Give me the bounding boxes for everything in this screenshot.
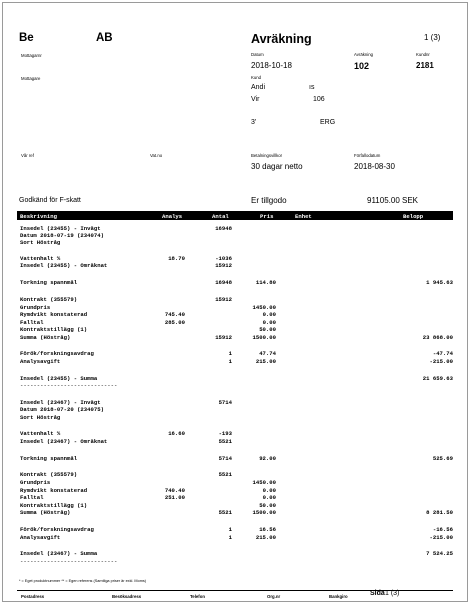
cell-pris: 1450.00 bbox=[252, 479, 276, 486]
table-row bbox=[0, 296, 466, 304]
cell-belopp: -215.00 bbox=[429, 358, 453, 365]
table-row bbox=[0, 534, 466, 542]
col-pris: Pris bbox=[260, 212, 274, 220]
mottagarnr-label: Mottagarnr bbox=[21, 53, 42, 58]
cell-beskrivning: Datum 2018-07-19 (234074) bbox=[20, 232, 104, 239]
cell-pris: 1500.00 bbox=[252, 509, 276, 516]
cell-beskrivning: Insedel (23467) - Invägt bbox=[20, 399, 101, 406]
footer-besoksadress: Besöksadress bbox=[112, 594, 142, 599]
footer-sida-value: 1 (3) bbox=[385, 590, 400, 597]
col-analys: Analys bbox=[162, 212, 183, 220]
cell-pris: 0.00 bbox=[262, 319, 276, 326]
cell-antal: 1 bbox=[228, 350, 232, 357]
cell-beskrivning: Torkning spannmål bbox=[20, 455, 78, 462]
cell-beskrivning: Rymdvikt konstaterad bbox=[20, 311, 88, 318]
cell-antal: -193 bbox=[218, 430, 232, 437]
table-row bbox=[0, 239, 466, 247]
table-row bbox=[0, 430, 466, 438]
table-row bbox=[0, 406, 466, 414]
cell-pris: 16.56 bbox=[259, 526, 276, 533]
cell-analys: 740.40 bbox=[164, 487, 185, 494]
cell-beskrivning: Grundpris bbox=[20, 479, 51, 486]
cell-beskrivning: Insedel (23455) - Invägt bbox=[20, 225, 101, 232]
kundnr-value: 2181 bbox=[416, 61, 434, 70]
cell-beskrivning: Sort Höstråg bbox=[20, 414, 61, 421]
table-row bbox=[0, 279, 466, 287]
table-row bbox=[0, 455, 466, 463]
table-row bbox=[0, 494, 466, 502]
forfallodatum-label: Förfallodatum bbox=[354, 153, 381, 158]
mottagare-label: Mottagare bbox=[21, 76, 41, 81]
footer-bankgiro: Bankgiro bbox=[329, 594, 348, 599]
cell-antal: 1 bbox=[228, 358, 232, 365]
cell-antal: 16948 bbox=[215, 225, 232, 232]
cell-beskrivning: Insedel (23455) - Omräknat bbox=[20, 262, 108, 269]
kund-line3-end: ERG bbox=[320, 119, 336, 126]
table-row bbox=[0, 558, 466, 566]
fskatt-text: Godkänd för F-skatt bbox=[19, 197, 81, 204]
cell-beskrivning: Vattenhalt % bbox=[20, 430, 61, 437]
cell-pris: 50.00 bbox=[259, 502, 276, 509]
col-antal: Antal bbox=[212, 212, 229, 220]
table-row bbox=[0, 350, 466, 358]
table-row bbox=[0, 526, 466, 534]
cell-analys: 251.00 bbox=[164, 494, 185, 501]
table-row bbox=[0, 382, 466, 390]
cell-belopp: 7 524.25 bbox=[426, 550, 453, 557]
cell-antal: 15912 bbox=[215, 262, 232, 269]
cell-pris: 92.00 bbox=[259, 455, 276, 462]
cell-beskrivning: Sort Höstråg bbox=[20, 239, 61, 246]
kund-line1-start: Andi bbox=[251, 84, 266, 91]
tillgodo-label: Er tillgodo bbox=[251, 196, 287, 205]
cell-pris: 0.00 bbox=[262, 311, 276, 318]
cell-beskrivning: ----------------------------- bbox=[20, 382, 118, 389]
cell-antal: 5714 bbox=[218, 455, 232, 462]
cell-beskrivning: Kontrakt (355579) bbox=[20, 296, 78, 303]
cell-antal: 5521 bbox=[218, 509, 232, 516]
cell-pris: 0.00 bbox=[262, 494, 276, 501]
table-row bbox=[0, 262, 466, 270]
document-title: Avräkning bbox=[251, 32, 312, 46]
cell-pris: 215.00 bbox=[255, 358, 276, 365]
cell-pris: 1500.00 bbox=[252, 334, 276, 341]
cell-analys: 16.60 bbox=[168, 430, 185, 437]
cell-belopp: -16.56 bbox=[432, 526, 453, 533]
cell-pris: 215.00 bbox=[255, 534, 276, 541]
cell-antal: 5521 bbox=[218, 438, 232, 445]
cell-pris: 50.00 bbox=[259, 326, 276, 333]
cell-beskrivning: Insedel (23455) - Summa bbox=[20, 375, 98, 382]
cell-beskrivning: Analysavgift bbox=[20, 534, 61, 541]
cell-antal: 1 bbox=[228, 534, 232, 541]
footer-note: * = Eget produktnummer ** = Egen referens (Samtliga priser är exkl. Moms) bbox=[19, 579, 147, 583]
datum-label: Datum bbox=[251, 52, 264, 57]
footer-telefon: Telefon bbox=[190, 594, 205, 599]
cell-pris: 1450.00 bbox=[252, 304, 276, 311]
cell-belopp: -215.00 bbox=[429, 534, 453, 541]
table-row bbox=[0, 479, 466, 487]
kundnr-label: Kundnr bbox=[416, 52, 430, 57]
cell-pris: 0.00 bbox=[262, 487, 276, 494]
avrakning-label: Avräkning bbox=[354, 52, 374, 57]
cell-beskrivning: Insedel (23467) - Omräknat bbox=[20, 438, 108, 445]
cell-antal: 5521 bbox=[218, 471, 232, 478]
cell-beskrivning: Falltal bbox=[20, 494, 44, 501]
company-name-start: Be bbox=[19, 32, 34, 44]
cell-beskrivning: Rymdvikt konstaterad bbox=[20, 487, 88, 494]
table-row bbox=[0, 471, 466, 479]
col-belopp: Belopp bbox=[403, 212, 424, 220]
cell-beskrivning: Datum 2018-07-20 (234075) bbox=[20, 406, 104, 413]
kund-label: Kund bbox=[251, 75, 262, 80]
cell-belopp: 8 281.50 bbox=[426, 509, 453, 516]
cell-beskrivning: Grundpris bbox=[20, 304, 51, 311]
cell-beskrivning: Förök/forskningsavdrag bbox=[20, 526, 94, 533]
cell-belopp: -47.74 bbox=[432, 350, 453, 357]
footer-postadress: Postadress bbox=[21, 594, 45, 599]
cell-beskrivning: Insedel (23467) - Summa bbox=[20, 550, 98, 557]
page-indicator: 1 (3) bbox=[424, 33, 441, 42]
table-row bbox=[0, 438, 466, 446]
cell-antal: 1 bbox=[228, 526, 232, 533]
table-row bbox=[0, 550, 466, 558]
cell-beskrivning: Falltal bbox=[20, 319, 44, 326]
cell-belopp: 525.69 bbox=[432, 455, 453, 462]
table-row bbox=[0, 414, 466, 422]
cell-antal: 16948 bbox=[215, 279, 232, 286]
betalningsvillkor-value: 30 dagar netto bbox=[251, 162, 303, 171]
cell-analys: 745.40 bbox=[164, 311, 185, 318]
cell-beskrivning: Kontraktstillägg (1) bbox=[20, 502, 88, 509]
cell-belopp: 21 659.63 bbox=[422, 375, 453, 382]
table-header bbox=[17, 211, 453, 220]
col-beskrivning: Beskrivning bbox=[20, 212, 57, 220]
betalningsvillkor-label: Betalningsvillkor bbox=[251, 153, 283, 158]
cell-beskrivning: Förök/forskningsavdrag bbox=[20, 350, 94, 357]
cell-antal: 5714 bbox=[218, 399, 232, 406]
table-row bbox=[0, 334, 466, 342]
cell-belopp: 23 868.00 bbox=[422, 334, 453, 341]
cell-analys: 18.70 bbox=[168, 255, 185, 262]
vat-label: Vat.no bbox=[150, 153, 163, 158]
cell-beskrivning: ----------------------------- bbox=[20, 558, 118, 565]
table-row bbox=[0, 326, 466, 334]
cell-antal: 15912 bbox=[215, 296, 232, 303]
cell-beskrivning: Torkning spannmål bbox=[20, 279, 78, 286]
table-row bbox=[0, 358, 466, 366]
var-ref-label: Vår ref bbox=[21, 153, 34, 158]
kund-line2-start: Vir bbox=[251, 96, 260, 103]
footer-sida-label: Sida bbox=[370, 590, 385, 597]
cell-pris: 114.80 bbox=[255, 279, 276, 286]
forfallodatum-value: 2018-08-30 bbox=[354, 162, 395, 171]
cell-pris: 47.74 bbox=[259, 350, 276, 357]
cell-belopp: 1 945.63 bbox=[426, 279, 453, 286]
datum-value: 2018-10-18 bbox=[251, 61, 292, 70]
col-enhet: Enhet bbox=[295, 212, 312, 220]
kund-line1-end: ıs bbox=[309, 84, 315, 91]
kund-line2-end: 106 bbox=[313, 96, 325, 103]
tillgodo-value: 91105.00 SEK bbox=[367, 196, 419, 205]
cell-beskrivning: Analysavgift bbox=[20, 358, 61, 365]
cell-antal: 15912 bbox=[215, 334, 232, 341]
footer-orgnr: Org.nr bbox=[267, 594, 281, 599]
cell-beskrivning: Summa (Höstråg) bbox=[20, 509, 71, 516]
cell-beskrivning: Kontraktstillägg (1) bbox=[20, 326, 88, 333]
avrakning-value: 102 bbox=[354, 61, 370, 71]
cell-analys: 285.00 bbox=[164, 319, 185, 326]
kund-line3-start: 3' bbox=[251, 119, 257, 126]
cell-beskrivning: Vattenhalt % bbox=[20, 255, 61, 262]
table-row bbox=[0, 509, 466, 517]
cell-beskrivning: Kontrakt (355579) bbox=[20, 471, 78, 478]
company-name-end: AB bbox=[96, 32, 113, 44]
cell-beskrivning: Summa (Höstråg) bbox=[20, 334, 71, 341]
cell-antal: -1036 bbox=[215, 255, 232, 262]
table-row bbox=[0, 311, 466, 319]
